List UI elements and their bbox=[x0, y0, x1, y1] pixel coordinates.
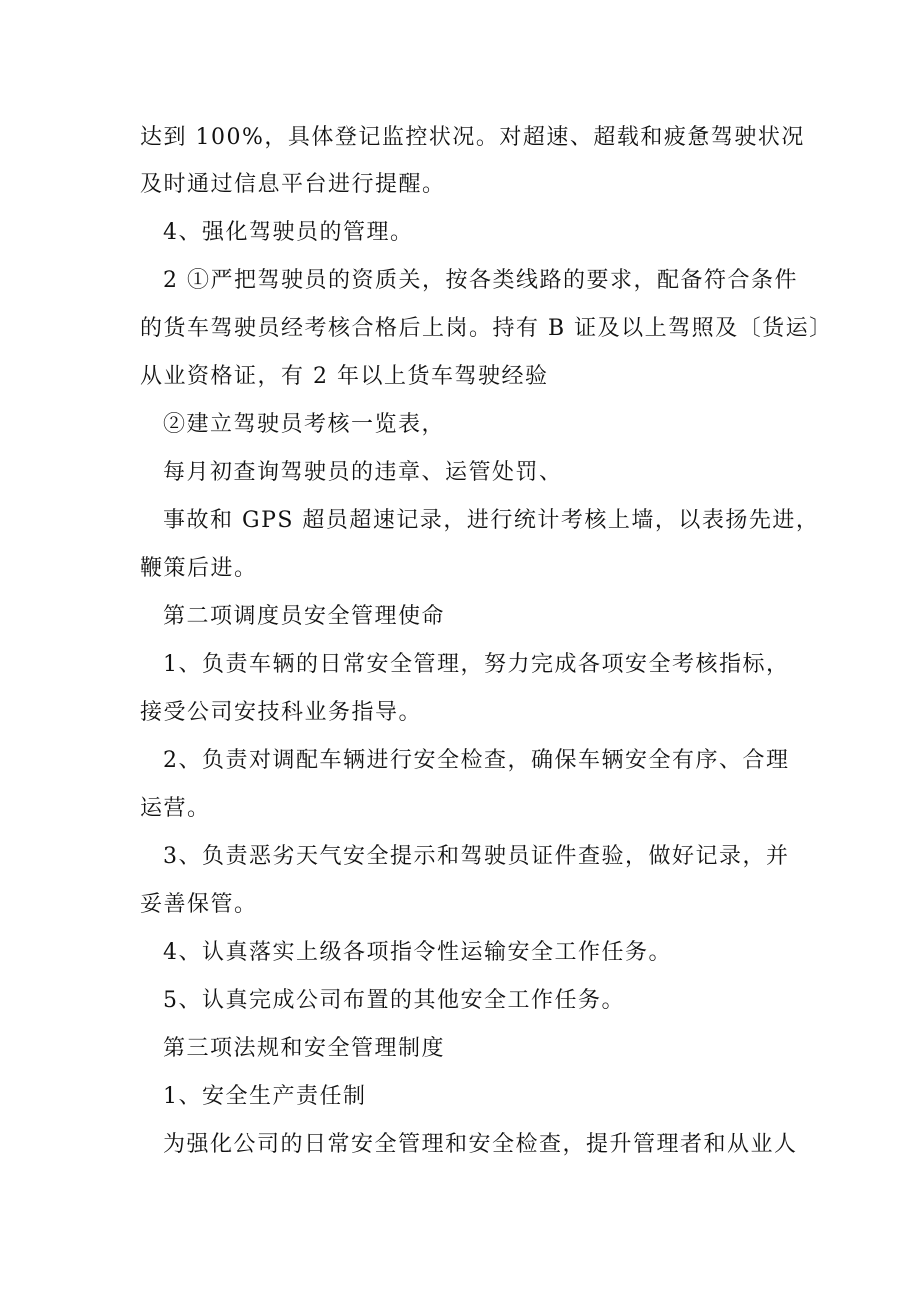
text-line: 2 ①严把驾驶员的资质关，按各类线路的要求，配备符合条件 bbox=[163, 268, 798, 293]
text-line: 达到 100%，具体登记监控状况。对超速、超载和疲惫驾驶状况 bbox=[140, 125, 805, 150]
text-line: 运营。 bbox=[140, 796, 211, 821]
text-line: 接受公司安技科业务指导。 bbox=[140, 700, 423, 725]
text-line: 4、认真落实上级各项指令性运输安全工作任务。 bbox=[163, 940, 672, 965]
text-line: 每月初查询驾驶员的违章、运管处罚、 bbox=[163, 460, 563, 485]
text-line: 妥善保管。 bbox=[140, 892, 258, 917]
text-line: 及时通过信息平台进行提醒。 bbox=[140, 172, 446, 197]
text-line: 2、负责对调配车辆进行安全检查，确保车辆安全有序、合理 bbox=[163, 748, 790, 773]
section-heading: 第三项法规和安全管理制度 bbox=[163, 1036, 446, 1061]
section-heading: 第二项调度员安全管理使命 bbox=[163, 604, 446, 629]
text-line: 1、安全生产责任制 bbox=[163, 1084, 367, 1109]
text-line: 事故和 GPS 超员超速记录，进行统计考核上墙，以表扬先进， bbox=[163, 508, 820, 533]
text-line: 5、认真完成公司布置的其他安全工作任务。 bbox=[163, 988, 625, 1013]
text-line: 鞭策后进。 bbox=[140, 556, 258, 581]
text-line: 3、负责恶劣天气安全提示和驾驶员证件查验，做好记录，并 bbox=[163, 844, 790, 869]
text-line: 为强化公司的日常安全管理和安全检查，提升管理者和从业人 bbox=[163, 1132, 798, 1157]
section-heading: 4、强化驾驶员的管理。 bbox=[163, 220, 414, 245]
text-line: 的货车驾驶员经考核合格后上岗。持有 B 证及以上驾照及〔货运〕 bbox=[140, 316, 833, 341]
text-line: 1、负责车辆的日常安全管理，努力完成各项安全考核指标， bbox=[163, 652, 790, 677]
text-line: ②建立驾驶员考核一览表， bbox=[163, 412, 446, 437]
text-line: 从业资格证，有 2 年以上货车驾驶经验 bbox=[140, 364, 549, 389]
